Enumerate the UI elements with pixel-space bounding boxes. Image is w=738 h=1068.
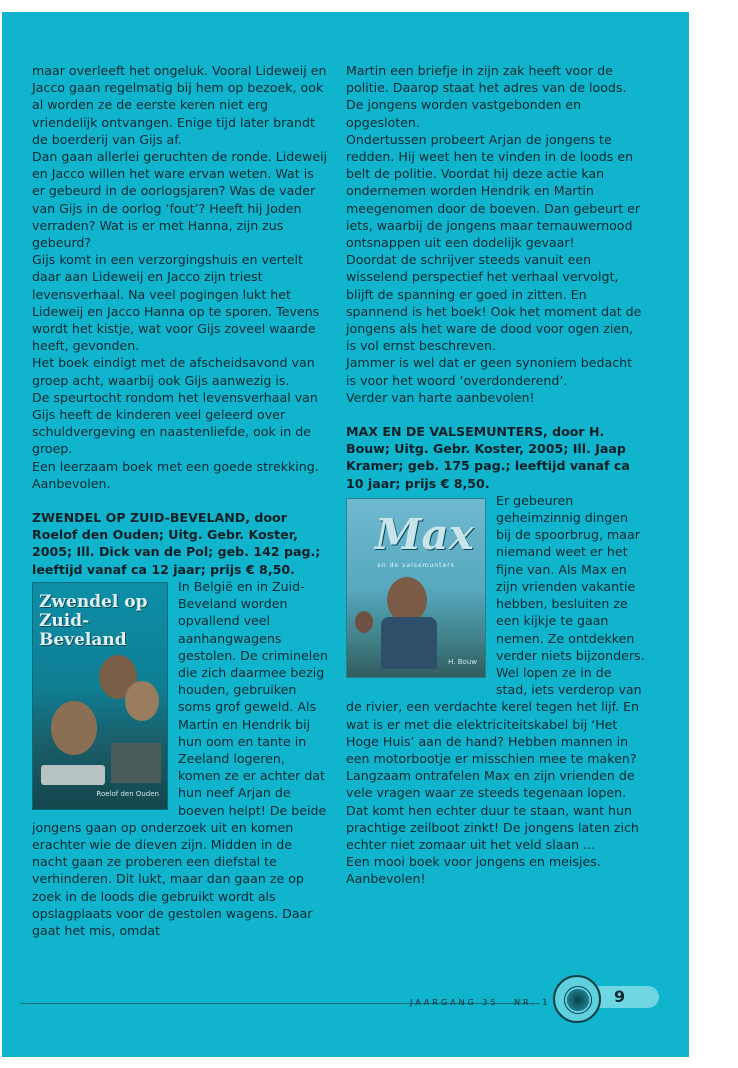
review-paragraph: Dan gaan allerlei geruchten de ronde. Lideweij en Jacco willen het ware ervan weten. Wat is er gebeurd in de oorlogsjaren? Was de vader van Gijs in de oorlog ‘fout’? Heeft hij Joden verraden? Wat is er met Hanna, zijn zus gebeurd? xyxy=(32,149,328,251)
cover-title: Zwendel op Zuid-Beveland xyxy=(39,591,148,650)
cover-shed xyxy=(111,743,161,783)
review-heading-max: MAX EN DE VALSEMUNTERS, door H. Bouw; Uitg. Gebr. Koster, 2005; Ill. Jaap Kramer; geb. 175 pag.; leeftijd vanaf ca 10 jaar; prijs € 8,50. xyxy=(346,424,630,491)
review-paragraph: Martin een briefje in zijn zak heeft voor de politie. Daarop staat het adres van de loods. De jongens worden vastgebonden en opgesloten. xyxy=(346,63,627,130)
cover-title: Max xyxy=(375,509,474,559)
review-paragraph: Aanbevolen. xyxy=(32,475,111,491)
review-paragraph: In België en in Zuid-Beveland worden opvallend veel aanhangwagens gestolen. De criminelen die zich daarmee bezig houden, gebruiken soms grof geweld. Als Martin en Hendrik bij hun oom en tante in Zeeland logeren, komen ze er achter dat hun neef Arjan de boeven helpt! De beide jongens gaan op onderzoek uit en komen erachter wie de dieven zijn. Midden in de nacht gaan ze proberen een diefstal te verhinderen. Dit lukt, maar dan gaan ze op zoek in de loods die gebruikt wordt als opslagplaats voor de gestolen wagens. Daar gaat het mis, omdat xyxy=(32,578,328,938)
review-paragraph: Een mooi boek voor jongens en meisjes. xyxy=(346,854,601,870)
review-paragraph: Er gebeuren geheimzinnig dingen bij de spoorbrug, maar niemand weet er het fijne van. Als Max en zijn vrienden vakantie hebben, besluiten ze een kijkje te gaan nemen. Ze ontdekken verder niets bijzonders. xyxy=(496,492,645,663)
review-paragraph: Wel lopen ze in de stad, iets verderop van de rivier, een verdachte kerel tegen het lijf. En wat is er met die elektriciteitskabel bij ‘Het Hoge Huis’ aan de hand? Hebben mannen in een motorbootje er misschien mee te maken? xyxy=(346,664,642,766)
right-column xyxy=(346,62,646,888)
book-cover-max xyxy=(346,498,486,678)
review-paragraph: Doordat de schrijver steeds vanuit een wisselend perspectief het verhaal vervolgt, blijft de spanning er goed in zitten. En spannend is het boek! Ook het moment dat de jongens als het ware de dood voor ogen zien, is vol ernst beschreven. xyxy=(346,252,642,354)
page-number: 9 xyxy=(614,987,626,1006)
page-number-tab xyxy=(597,986,659,1008)
cover-face xyxy=(125,681,159,721)
cover-face xyxy=(387,577,427,623)
cover-figure-body xyxy=(381,617,437,669)
footer-issue: NR. 1 xyxy=(514,998,551,1007)
cover-car xyxy=(41,765,105,785)
review-paragraph: maar overleeft het ongeluk. Vooral Lideweij en Jacco gaan regelmatig bij hem op bezoek, ook al worden ze de eerste keren niet erg vriendelijk ontvangen. Enige tijd later brandt de boerderij van Gijs af. xyxy=(32,63,327,147)
cover-subtitle: en de valsemunters xyxy=(377,561,455,569)
review-paragraph: Ondertussen probeert Arjan de jongens te redden. Hij weet hen te vinden in de loods en belt de politie. Voordat hij deze actie kan ondernemen worden Hendrik en Martin meegenomen door de boeven. Dan gebeurt er iets, waarbij de jongens maar ternauwernood ontsnappen uit een dodelijk gevaar! xyxy=(346,131,641,251)
review-paragraph: De speurtocht rondom het levensverhaal van Gijs heeft de kinderen veel geleerd over schuldvergeving en naastenliefde, ook in de groep. xyxy=(32,389,318,457)
emblem-icon xyxy=(553,975,601,1023)
review-paragraph: Aanbevolen! xyxy=(346,871,426,887)
review-paragraph: Het boek eindigt met de afscheidsavond van groep acht, waarbij ook Gijs aanwezig is. xyxy=(32,355,315,388)
cover-face xyxy=(51,701,97,755)
review-paragraph: Langzaam ontrafelen Max en zijn vrienden de vele vragen waar ze steeds tegenaan lopen. Dat komt hen echter duur te staan, want hun prachtige zeilboot zinkt! De jongens laten zich echter niet zomaar uit het veld slaan ... xyxy=(346,768,639,852)
footer-volume: JAARGANG 35 xyxy=(410,998,499,1007)
book-cover-zwendel xyxy=(32,582,168,810)
review-paragraph: Verder van harte aanbevolen! xyxy=(346,389,535,405)
emblem-inner xyxy=(564,986,592,1014)
left-column xyxy=(32,62,330,939)
cover-author: Roelof den Ouden xyxy=(96,789,159,798)
cover-author: H. Bouw xyxy=(448,657,477,666)
review-paragraph: Gijs komt in een verzorgingshuis en vertelt daar aan Lideweij en Jacco zijn triest levensverhaal. Na veel pogingen lukt het Lideweij en Jacco Hanna op te sporen. Tevens wordt het kistje, wat voor Gijs zoveel waarde heeft, gevonden. xyxy=(32,252,320,354)
review-paragraph: Jammer is wel dat er geen synoniem bedacht is voor het woord ‘overdonderend’. xyxy=(346,355,633,388)
review-paragraph: Een leerzaam boek met een goede strekking. xyxy=(32,458,319,474)
cover-face xyxy=(355,611,373,633)
magazine-page xyxy=(2,12,689,1057)
review-heading-zwendel: ZWENDEL OP ZUID-BEVELAND, door Roelof den Ouden; Uitg. Gebr. Koster, 2005; Ill. Dick van de Pol; geb. 142 pag.; leeftijd vanaf ca 12 jaar; prijs € 8,50. xyxy=(32,510,321,577)
